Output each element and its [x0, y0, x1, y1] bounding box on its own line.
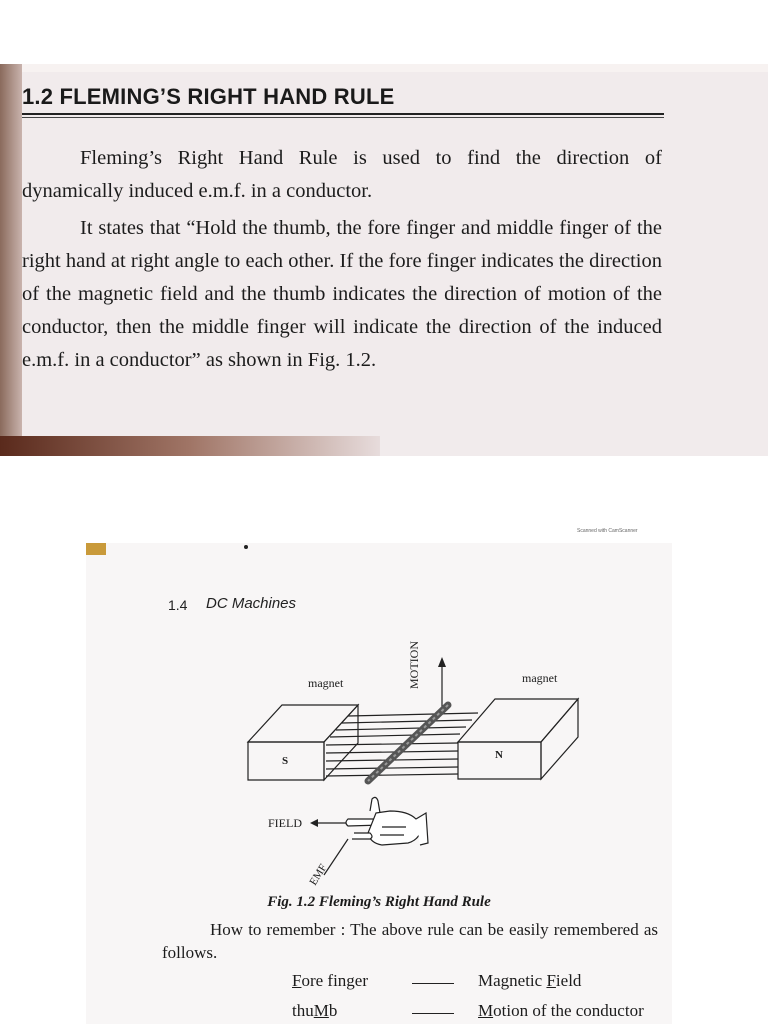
book-binding: [0, 64, 22, 456]
label-magnet-left: magnet: [308, 676, 344, 690]
heading-rule-thin: [22, 117, 664, 118]
right-magnet-side: [541, 699, 578, 779]
page-number: 1.4: [168, 597, 188, 613]
section-heading: 1.2 FLEMING’S RIGHT HAND RULE: [22, 84, 395, 109]
label-magnet-right: magnet: [522, 671, 558, 685]
remember-paragraph: How to remember : The above rule can be easily remembered as follows.: [162, 920, 658, 962]
label-south-pole: S: [282, 755, 289, 767]
field-arrowhead: [310, 819, 318, 827]
label-field: FIELD: [268, 816, 302, 830]
bottom-page: [86, 543, 672, 1024]
label-north-pole: N: [495, 749, 503, 761]
motion-arrowhead: [438, 657, 446, 667]
mnemonic-left: Fore finger: [292, 971, 369, 990]
running-title: DC Machines: [206, 595, 297, 612]
paragraph-statement: It states that “Hold the thumb, the fore finger and middle finger of the right hand at right angle to each other. If the fore finger indicates the direction of the magnetic field and the thumb indicates the direction of motion of the conductor, then the middle finger will indicate the direction of the induced e.m.f. in a conductor” as shown in Fig. 1.2.: [22, 217, 662, 371]
desk-edge: [0, 436, 380, 456]
top-page: [0, 64, 768, 456]
fleming-figure: [86, 543, 672, 893]
label-emf: EMF: [307, 862, 330, 888]
heading-rule: [22, 113, 664, 115]
mnemonic-dash: [412, 983, 454, 984]
mnemonic-dash: [412, 1013, 454, 1014]
right-hand-icon: [346, 797, 428, 845]
mnemonic-right: Motion of the conductor: [478, 1001, 644, 1020]
mnemonic-right: Magnetic Field: [478, 971, 582, 990]
scanner-watermark: Scanned with CamScanner: [577, 528, 638, 534]
figure-caption: Fig. 1.2 Fleming’s Right Hand Rule: [267, 894, 491, 910]
mnemonic-left: thuMb: [292, 1001, 338, 1020]
paragraph-definition: Fleming’s Right Hand Rule is used to find the direction of dynamically induced e.m.f. in a conductor.: [22, 147, 662, 202]
label-motion: MOTION: [407, 641, 421, 689]
page-edge: [0, 64, 768, 72]
